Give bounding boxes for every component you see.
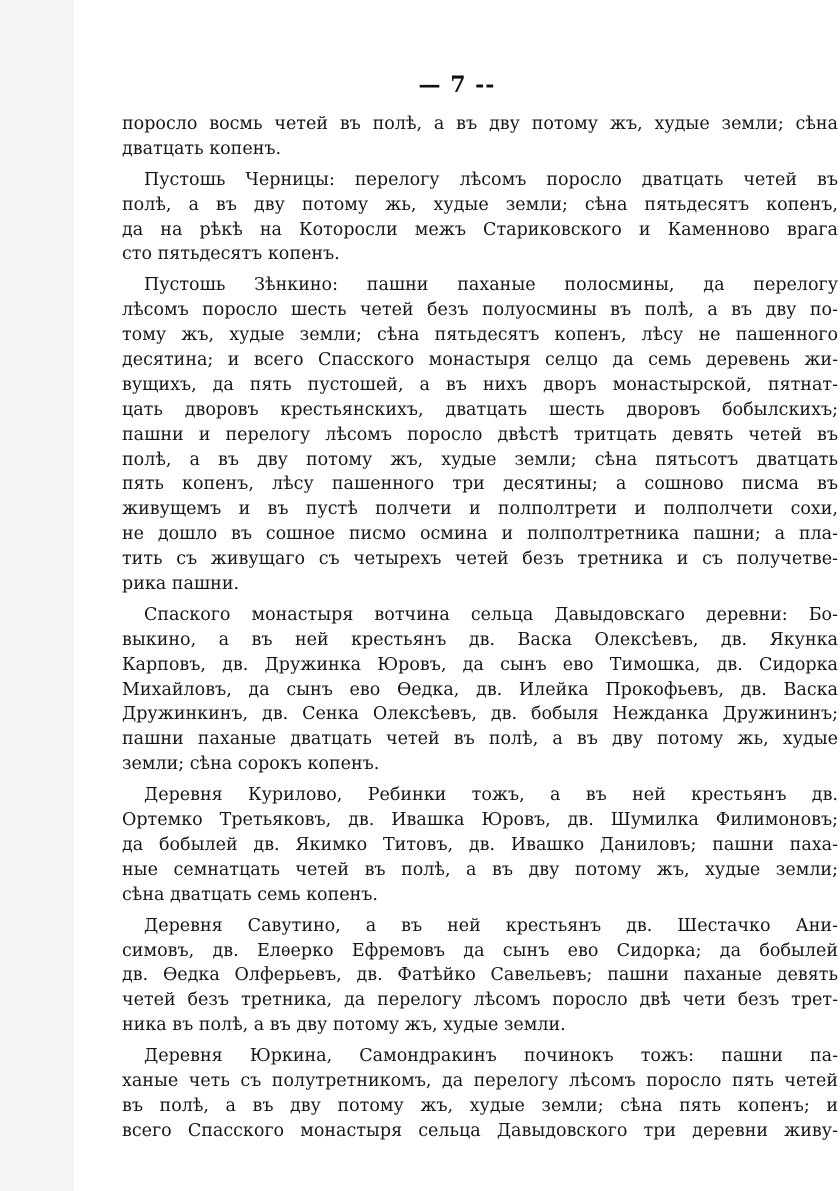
text-line: Дружинкинъ, дв. Сенка Олексѣевъ, дв. бобыля Нежданка Дружининъ; xyxy=(122,704,838,725)
text-line: да на рѣкѣ на Которосли межъ Стариковского и Каменново врага xyxy=(122,219,838,240)
text-line: полѣ, а въ дву потому жъ, худые земли; сѣна пятьсотъ дватцать xyxy=(122,449,838,470)
text-line: Деревня Юркина, Самондракинъ починокъ тожъ: пашни па- xyxy=(144,1046,838,1067)
text-line: ника въ полѣ, а въ дву потому жъ, худые земли. xyxy=(122,1015,566,1036)
text-line: Михайловъ, да сынъ ево Ѳедка, дв. Илейка Прокофьевъ, дв. Васка xyxy=(122,679,838,700)
text-line: Деревня Курилово, Ребинки тожъ, а въ ней крестьянъ дв. xyxy=(144,785,838,806)
text-line: тому жъ, худые земли; сѣна пятьдесятъ копенъ, лѣсу не пашенного xyxy=(122,325,838,346)
text-line: да бобылей дв. Якимко Титовъ, дв. Ивашко Даниловъ; пашни паха- xyxy=(122,834,838,855)
paragraph xyxy=(122,783,838,907)
text-line: въ полѣ, а въ дву потому жъ, худые земли; сѣна пять копенъ; и xyxy=(122,1095,838,1116)
text-line: сѣна дватцать семь копенъ. xyxy=(122,884,378,905)
body-text xyxy=(122,112,838,1144)
text-line: вущихъ, да пять пустошей, а въ нихъ дворъ монастырской, пятнат- xyxy=(122,374,838,395)
text-line: полѣ, а въ дву потому жь, худые земли; сѣна пятьдесятъ копенъ, xyxy=(122,194,838,215)
text-line: всего Спасского монастыря сельца Давыдовского три деревни живу- xyxy=(122,1120,838,1141)
text-line: лѣсомъ поросло шесть четей безъ полуосмины въ полѣ, а въ дву по- xyxy=(122,300,838,321)
text-line: дватцать копенъ. xyxy=(122,138,282,159)
text-line: не дошло въ сошное писмо осмина и полполтретника пашни; а пла- xyxy=(122,524,838,545)
text-line: дв. Ѳедка Олферьевъ, дв. Фатѣйко Савельевъ; пашни паханые девять xyxy=(122,965,838,986)
text-line: четей безъ третника, да перелогу лѣсомъ поросло двѣ чети безъ трет- xyxy=(122,990,838,1011)
paragraph xyxy=(122,273,838,597)
text-line: рика пашни. xyxy=(122,574,240,595)
paragraph xyxy=(122,914,838,1038)
text-line: Пустошь Зѣнкино: пашни паханые полосмины, да перелогу xyxy=(144,275,838,296)
text-line: пашни и перелогу лѣсомъ поросло двѣстѣ тритцать девять четей въ xyxy=(122,424,838,445)
text-line: Спаского монастыря вотчина сельца Давыдовскаго деревни: Бо- xyxy=(144,604,838,625)
page-number: — 7 -- xyxy=(418,72,496,98)
text-line: симовъ, дв. Елѳерко Ефремовъ да сынъ ево Сидорка; да бобылей xyxy=(122,940,838,961)
paragraph xyxy=(122,112,838,162)
text-line: пашни паханые дватцать четей въ полѣ, а въ дву потому жь, худые xyxy=(122,729,838,750)
paragraph xyxy=(122,168,838,268)
text-line: поросло восмь четей въ полѣ, а въ дву потому жъ, худые земли; сѣна xyxy=(122,114,838,134)
text-line: десятина; и всего Спасского монастыря селцо да семь деревень жи- xyxy=(122,350,838,371)
book-page xyxy=(74,0,840,1191)
text-line: живущемъ и въ пустѣ полчети и полполтрети и полполчети сохи, xyxy=(122,499,838,520)
paragraph xyxy=(122,603,838,777)
text-line: Пустошь Черницы: перелогу лѣсомъ поросло дватцать четей въ xyxy=(144,169,838,190)
scan-margin xyxy=(0,0,74,1191)
text-line: Ортемко Третьяковъ, дв. Ивашка Юровъ, дв. Шумилка Филимоновъ; xyxy=(122,810,838,831)
text-line: выкино, а въ ней крестьянъ дв. Васка Олексѣевъ, дв. Якунка xyxy=(122,629,838,650)
text-line: тить съ живущаго съ четырехъ четей безъ третника и съ получетве- xyxy=(122,549,838,570)
text-line: ханые четь съ полутретникомъ, да перелогу лѣсомъ поросло пять четей xyxy=(122,1070,838,1091)
text-line: сто пятьдесятъ копенъ. xyxy=(122,244,340,265)
text-line: пять копенъ, лѣсу пашенного три десятины; а сошново писма въ xyxy=(122,474,838,495)
text-line: Деревня Савутино, а въ ней крестьянъ дв. Шестачко Ани- xyxy=(144,915,838,936)
paragraph xyxy=(122,1044,838,1144)
text-line: ные семнатцать четей въ полѣ, а въ дву потому жъ, худые земли; xyxy=(122,859,838,880)
text-line: земли; сѣна сорокъ копенъ. xyxy=(122,754,380,775)
text-line: Карповъ, дв. Дружинка Юровъ, да сынъ ево Тимошка, дв. Сидорка xyxy=(122,654,838,675)
text-line: цать дворовъ крестьянскихъ, дватцать шесть дворовъ бобылскихъ; xyxy=(122,399,838,420)
